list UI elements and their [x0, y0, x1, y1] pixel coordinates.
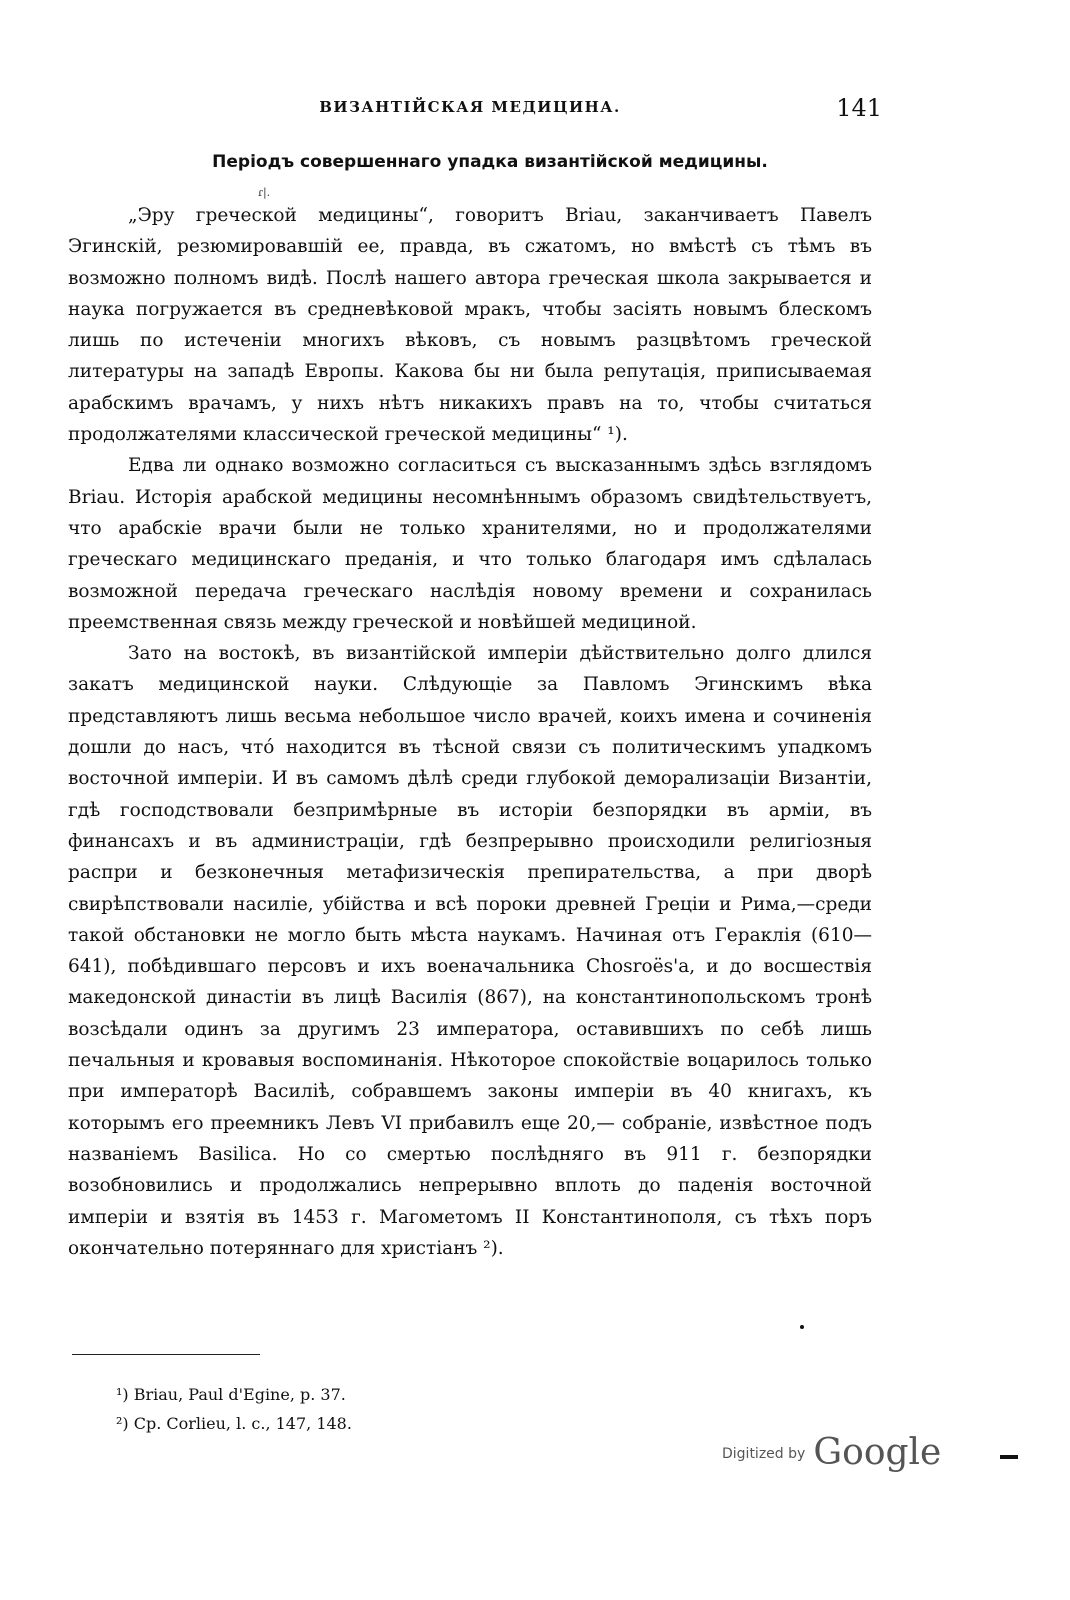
footnotes [116, 1380, 616, 1438]
scan-edge-mark [1000, 1455, 1018, 1459]
margin-annotation: ɾ|. [258, 186, 271, 199]
page-number: 141 [836, 94, 882, 122]
footnote: ²) Cp. Corlieu, l. c., 147, 148. [116, 1414, 352, 1433]
digitized-watermark [722, 1432, 941, 1473]
paragraph: Едва ли однако возможно согласиться съ высказаннымъ здѣсь взглядомъ Briau. Исторія арабской медицины несомнѣннымъ образомъ свидѣтельствуетъ, что арабскіе врачи были не только хранителями, но и продолжателями греческаго медицинскаго преданія, и что только благодаря имъ сдѣлалась возможной передача греческаго наслѣдія новому времени и сохранилась преемственная связь между греческой и новѣйшей медициной. [68, 455, 872, 633]
google-logo: Google [813, 1432, 942, 1473]
paragraph: „Эру греческой медицины“, говоритъ Briau, заканчиваетъ Павелъ Эгинскій, резюмировавшій ее, правда, въ сжатомъ, но вмѣстѣ съ тѣмъ въ возможно полномъ видѣ. Послѣ нашего автора греческая школа закрывается и наука погружается въ средневѣковой мракъ, чтобы засіять новымъ блескомъ лишь по истеченіи многихъ вѣковъ, съ новымъ разцвѣтомъ греческой литературы на западѣ Европы. Какова бы ни была репутація, приписываемая арабскимъ врачамъ, у нихъ нѣтъ никакихъ правъ на то, чтобы считаться продолжателями классической греческой медицины“ ¹). [68, 205, 872, 446]
footnote-divider [72, 1354, 260, 1355]
digitized-by-label: Digitized by [722, 1446, 806, 1462]
body-text [68, 200, 872, 1264]
running-title: ВИЗАНТІЙСКАЯ МЕДИЦИНА. [319, 98, 621, 116]
section-title: Періодъ совершеннаго упадка византійской медицины. [212, 152, 768, 172]
ink-speck [800, 1325, 804, 1329]
paragraph: Зато на востокѣ, въ византійской имперіи дѣйствительно долго длился закатъ медицинской науки. Слѣдующіе за Павломъ Эгинскимъ вѣка представляютъ лишь весьма небольшое число врачей, коихъ имена и сочиненія дошли до насъ, что́ находится въ тѣсной связи съ политическимъ упадкомъ восточной имперіи. И въ самомъ дѣлѣ среди глубокой деморализаціи Византіи, гдѣ господствовали безпримѣрные въ исторіи безпорядки въ арміи, въ финансахъ и въ администраціи, гдѣ безпрерывно происходили религіозныя распри и безконечныя метафизическія препирательства, а при дворѣ свирѣпствовали насиліе, убійства и всѣ пороки древней Греціи и Рима,—среди такой обстановки не могло быть мѣста наукамъ. Начиная отъ Гераклія (610—641), побѣдившаго персовъ и ихъ военачальника Chosroës'а, и до восшествія македонской династіи въ лицѣ Василія (867), на константинопольскомъ тронѣ возсѣдали одинъ за другимъ 23 императора, оставившихъ по себѣ лишь печальныя и кровавыя воспоминанія. Нѣкоторое спокойствіе воцарилось только при императорѣ Василіѣ, собравшемъ законы имперіи въ 40 книгахъ, къ которымъ его преемникъ Левъ VI прибавилъ еще 20,— собраніе, извѣстное подъ названіемъ Basilica. Но со смертью послѣдняго въ 911 г. безпорядки возобновились и продолжались непрерывно вплоть до паденія восточной имперіи и взятія въ 1453 г. Магометомъ II Константинополя, съ тѣхъ поръ окончательно потеряннаго для христіанъ ²). [68, 643, 872, 1259]
footnote: ¹) Briau, Paul d'Egine, p. 37. [116, 1385, 346, 1404]
